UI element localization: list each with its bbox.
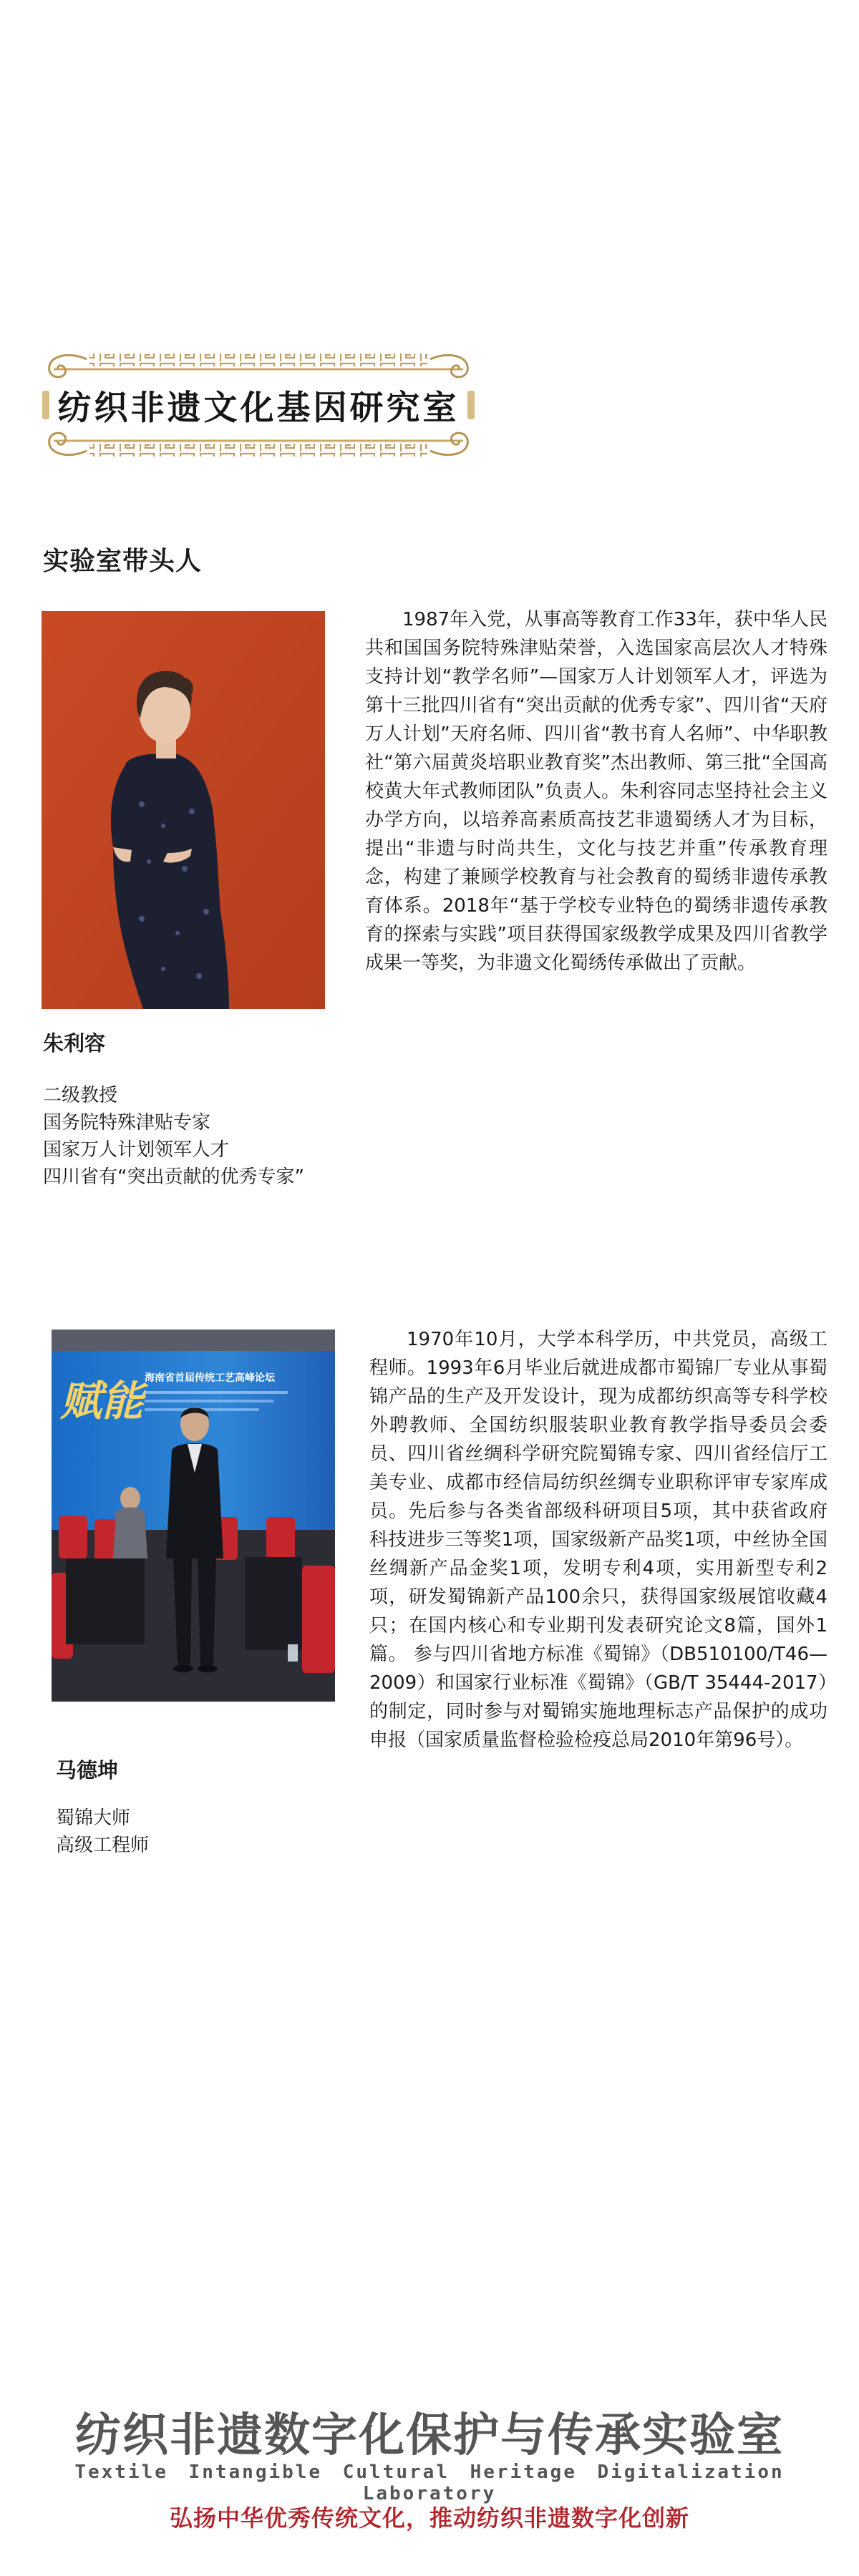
bio-text: 1987年入党，从事高等教育工作33年，获中华人民共和国国务院特殊津贴荣誉，入选国家高层次人才特殊支持计划“教学名师”—国家万人计划领军人才，评选为第十三批四川省有“突出贡献的优秀专家”、四川省“天府万人计划”天府名师、四川省“教书育人名师”、中华职教社“第六届黄炎培职业教育奖”杰出教师、第三批“全国高校黄大年式教师团队”负责人。朱利容同志坚持社会主义办学方向，以培养高素质高技艺非遗蜀绣人才为目标，提出“非遗与时尚共生，文化与技艺并重”传承教育理念，构建了兼顾学校教育与社会教育的蜀绣非遗传承教育体系。2018年“基于学校专业特色的蜀绣非遗传承教育的探索与实践”项目获得国家级教学成果及四川省教学成果一等奖，为非遗文化蜀绣传承做出了贡献。 [365, 609, 828, 974]
person-titles [56, 1805, 149, 1859]
person-title: 蜀锦大师 [56, 1807, 131, 1829]
person-title: 国务院特殊津贴专家 [43, 1112, 211, 1133]
banner-title: 纺织非遗文化基因研究室 [57, 388, 460, 428]
bio-text: 1970年10月，大学本科学历，中共党员，高级工程师。1993年6月毕业后就进成都市蜀锦厂专业从事蜀锦产品的生产及开发设计，现为成都纺织高等专科学校外聘教师、全国纺织服装职业教育教学指导委员会委员、四川省丝绸科学研究院蜀锦专家、四川省经信厅工美专业、成都市经信局纺织丝绸专业职称评审专家库成员。先后参与各类省部级科研项目5项，其中获省政府科技进步三等奖1项，国家级新产品奖1项，中丝协全国丝绸新产品金奖1项，发明专利4项，实用新型专利2项，研发蜀锦新产品100余只，获得国家级展馆收藏4只；在国内核心和专业期刊发表研究论文8篇，国外1篇。 参与四川省地方标准《蜀锦》（DB510100/T46—2009）和国家行业标准《蜀锦》（GB/T 35444-2017）的制定，同时参与对蜀锦实施地理标志产品保护的成功申报（国家质量监督检验检疫总局2010年第96号）。 [369, 1329, 828, 1751]
person-bio [369, 1325, 828, 1755]
person-title: 二级教授 [43, 1085, 118, 1106]
person-titles [43, 1082, 304, 1191]
footer-slogan: 弘扬中华优秀传统文化，推动纺织非遗数字化创新 [169, 2504, 689, 2532]
section-banner [39, 349, 477, 461]
portrait-photo-zhu [42, 611, 325, 1009]
portrait-photo-ma [52, 1330, 335, 1702]
person-name: 马德坤 [56, 1758, 119, 1782]
backdrop-heading: 海南省首届传统工艺高峰论坛 [145, 1372, 275, 1384]
person-title: 四川省有“突出贡献的优秀专家” [43, 1166, 304, 1188]
section-title: 实验室带头人 [43, 546, 203, 576]
person-title: 国家万人计划领军人才 [43, 1139, 230, 1161]
backdrop-calligraphy: 赋能 [60, 1377, 144, 1425]
footer-lab-title: 纺织非遗数字化保护与传承实验室 [75, 2409, 784, 2462]
person-bio [365, 605, 828, 977]
person-title: 高级工程师 [56, 1835, 150, 1856]
footer-english-title: Textile Intangible Cultural Heritage Digitalization Laboratory [74, 2462, 785, 2504]
person-name: 朱利容 [43, 1031, 106, 1055]
